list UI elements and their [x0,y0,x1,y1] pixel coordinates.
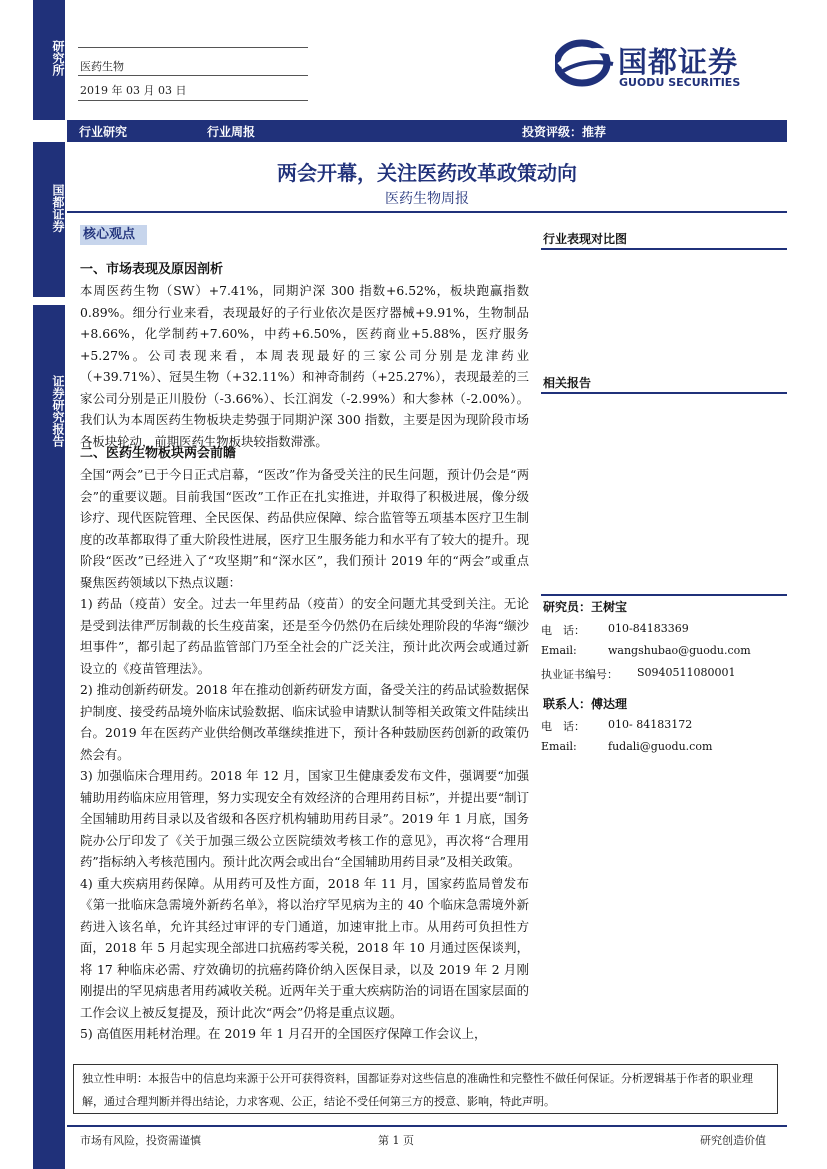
sidebar-top-label: 研究所 [51,40,65,76]
sidebar-bottom [33,305,65,1169]
section-2-paragraph-5: 5) 高值医用耗材治理。在 2019 年 1 月召开的全国医疗保障工作会议上， [80,1026,487,1041]
section-2-paragraph-2: 2) 推动创新药研发。2018 年在推动创新药研发方面，备受关注的药品试验数据保护制度、接受药品境外临床试验数据、临床试验申请默认制等相关政策文件陆续出台。2019 年在医药产业供给侧改革继续推进下，预计各种鼓励医药创新的政策仍然会有。 [80,682,529,762]
researcher-cert-label: 执业证书编号： [541,668,618,681]
contact-title: 联系人：傅达理 [543,697,628,711]
contact-email-label: Email: [541,740,577,753]
bar-type2: 行业周报 [207,125,256,139]
section-2-paragraph-3: 3) 加强临床合理用药。2018 年 12 月，国家卫生健康委发布文件，强调要“加强辅助用药临床应用管理，努力实现安全有效经济的合理用药目标”，并提出要“制订全国辅助用药目录以及省级和各医疗机构辅助用药目录”。2019 年 1 月底，国务院办公厅印发了《关于加强三级公立医院绩效考核工作的意见》，再次将“合理用药”指标纳入考核范围内。预计此次两会或出台“全国辅助用药目录”及相关政策。 [80,768,529,869]
bar-rating: 投资评级：推荐 [522,125,607,139]
footer-left: 市场有风险，投资需谨慎 [80,1134,201,1147]
section-1-paragraph: 本周医药生物（SW）+7.41%，同期沪深 300 指数+6.52%，板块跑赢指数 0.89%。细分行业来看，表现最好的子行业依次是医疗器械+9.91%，生物制品+8.66%，化学制药+7.60%，中药+6.50%，医药商业+5.88%，医疗服务+5.27%。公司表现来看，本周表现最好的三家公司分别是龙津药业（+39.71%）、冠昊生物（+32.11%）和神奇制药（+25.27%），表现最差的三家公司分别是正川股份（-3.66%）、长江润发（-2.99%）和大参林（-2.00%）。我们认为本周医药生物板块走势强于同期沪深 300 指数，主要是因为现阶段市场各板块轮动，前期医药生物板块较指数滞涨。 [80,283,529,449]
section-2-paragraph-0: 全国“两会”已于今日正式启幕，“医改”作为备受关注的民生问题，预计仍会是“两会”的重要议题。目前我国“医改”工作正在扎实推进，并取得了积极进展，像分级诊疗、现代医院管理、全民医保、药品供应保障、综合监管等五项基本医疗卫生制度的改革都取得了重大阶段性进展，医疗卫生服务能力和水平有了较大的提升。现阶段“医改”已经进入了“攻坚期”和“深水区”，我们预计 2019 年的“两会”或重点聚焦医药领域以下热点议题： [80,467,529,590]
contact-phone: 010- 84183172 [608,718,693,731]
section-2-paragraph-1: 1) 药品（疫苗）安全。过去一年里药品（疫苗）的安全问题尤其受到关注。无论是受到法律严厉制裁的长生疫苗案，还是至今仍然仍在后续处理阶段的华海“缬沙坦事件”，都引起了药品监管部门乃至全社会的广泛关注，预计此次两会或通过新设立的《疫苗管理法》。 [80,596,529,676]
core-viewpoint-label: 核心观点 [80,225,147,245]
related-divider [541,392,787,394]
header-line-top [78,47,308,48]
disclaimer-text: 独立性申明：本报告中的信息均来源于公开可获得资料，国都证券对这些信息的准确性和完整性不做任何保证。分析逻辑基于作者的职业理解，通过合理判断并得出结论，力求客观、公正，结论不受任何第三方的授意、影响，特此声明。 [82,1072,753,1108]
footer-divider [67,1125,787,1127]
logo-en: GUODU SECURITIES [619,76,741,89]
sidebar-mid [33,142,65,297]
section-1-text [80,280,529,452]
sidebar-bottom-label: 证券研究报告 [51,375,65,447]
contact-phone-row [541,718,693,734]
disclaimer-box [73,1064,778,1114]
logo-cn: 国都证券 [618,45,739,79]
header-category: 医药生物 [80,60,124,73]
sidebar-mid-label: 国都证券 [51,184,65,232]
footer-right: 研究创造价值 [700,1134,766,1147]
researcher-email: wangshubao@guodu.com [608,644,751,657]
section-2-heading: 二、医药生物板块两会前瞻 [80,446,237,461]
header-line-mid [78,75,308,76]
performance-chart-title: 行业表现对比图 [543,232,628,246]
contact-email: fudali@guodu.com [608,740,713,753]
report-type-bar [67,120,787,142]
contact-phone-label: 电 话： [541,720,585,733]
guodu-logo-icon [555,38,615,88]
related-reports-title: 相关报告 [543,376,592,390]
header-line-bottom [78,100,308,101]
contact-email-row [541,740,713,753]
bar-type1: 行业研究 [79,125,128,139]
report-title: 两会开幕，关注医药改革政策动向 [277,161,577,185]
researcher-title: 研究员：王树宝 [543,600,628,614]
footer-page: 第 1 页 [378,1134,414,1147]
title-divider [67,211,787,213]
researcher-email-label: Email: [541,644,577,657]
sidebar-top [33,0,65,120]
researcher-email-row [541,644,751,657]
researcher-phone-label: 电 话： [541,624,585,637]
section-2-text [80,464,529,1045]
header-date: 2019 年 03 月 03 日 [80,84,187,97]
researcher-phone-row [541,622,689,638]
researcher-phone: 010-84183369 [608,622,689,635]
section-2-paragraph-4: 4) 重大疾病用药保障。从用药可及性方面，2018 年 11 月，国家药监局曾发布《第一批临床急需境外新药名单》，将以治疗罕见病为主的 40 个临床急需境外新药进入该名单，允许其经过审评的专门通道，加速审批上市。从用药可负担性方面，2018 年 5 月起实现全部进口抗癌药零关税，2018 年 10 月通过医保谈判，将 17 种临床必需、疗效确切的抗癌药降价纳入医保目录，以及 2019 年 2 月刚刚提出的罕见病患者用药减收关税。近两年关于重大疾病防治的词语在国家层面的工作会议上被反复提及，预计此次“两会”仍将是重点议题。 [80,875,529,1020]
researcher-cert-row [541,666,736,682]
performance-divider [541,248,787,250]
section-1-heading: 一、市场表现及原因剖析 [80,262,224,277]
researcher-divider [541,594,787,596]
report-subtitle: 医药生物周报 [385,191,469,207]
researcher-cert: S0940511080001 [637,666,736,679]
